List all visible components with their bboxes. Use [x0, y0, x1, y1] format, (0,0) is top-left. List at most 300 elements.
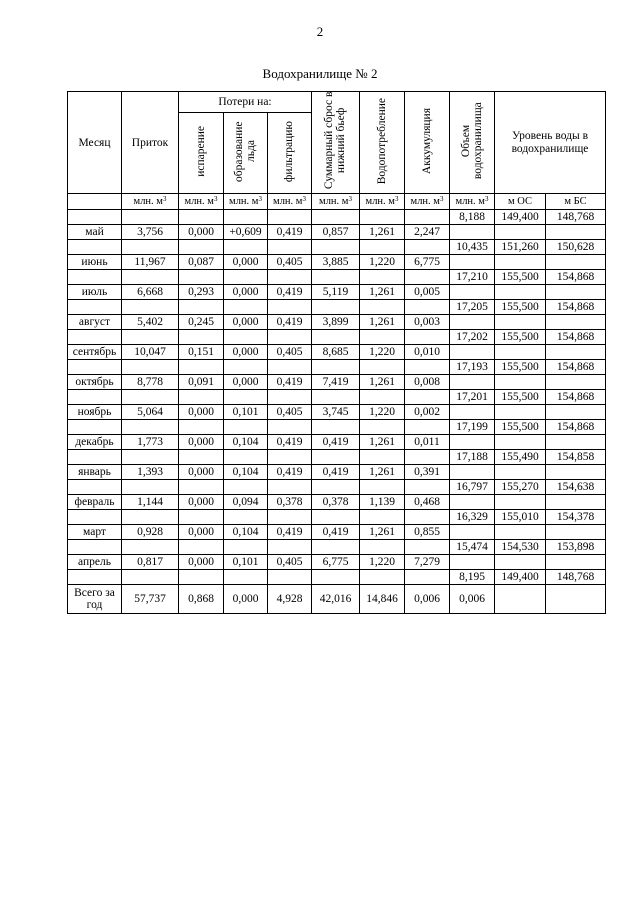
- empty-cell: [405, 510, 450, 525]
- empty-cell: [546, 405, 606, 420]
- empty-cell: [122, 210, 179, 225]
- empty-cell: [495, 585, 546, 614]
- level-bs-cell: 154,638: [546, 480, 606, 495]
- water-use-cell: 1,261: [360, 525, 405, 540]
- empty-cell: [312, 300, 360, 315]
- inflow-cell: 5,064: [122, 405, 179, 420]
- water-use-cell: 1,220: [360, 555, 405, 570]
- empty-cell: [224, 330, 268, 345]
- evaporation-cell: 0,245: [179, 315, 224, 330]
- empty-cell: [268, 330, 312, 345]
- header-inflow: Приток: [122, 92, 179, 194]
- unit-text: млн. м: [229, 196, 259, 208]
- empty-cell: [360, 480, 405, 495]
- empty-cell: [450, 495, 495, 510]
- empty-cell: [546, 255, 606, 270]
- document-title: Водохранилище № 2: [262, 66, 378, 81]
- discharge-cell: 6,775: [312, 555, 360, 570]
- empty-cell: [224, 270, 268, 285]
- empty-cell: [68, 300, 122, 315]
- empty-cell: [179, 330, 224, 345]
- empty-cell: [546, 585, 606, 614]
- level-os-cell: 149,400: [495, 210, 546, 225]
- month-row: [68, 285, 606, 300]
- empty-cell: [68, 480, 122, 495]
- level-os-cell: 151,260: [495, 240, 546, 255]
- filtration-cell: 0,419: [268, 315, 312, 330]
- month-name-cell: август: [68, 315, 122, 330]
- level-bs-cell: 154,858: [546, 450, 606, 465]
- level-os-cell: 155,490: [495, 450, 546, 465]
- level-row: [68, 240, 606, 255]
- month-name-cell: февраль: [68, 495, 122, 510]
- header-volume: Объем водохранилища: [450, 92, 495, 194]
- filtration-cell: 0,378: [268, 495, 312, 510]
- empty-cell: [546, 465, 606, 480]
- month-name-cell: ноябрь: [68, 405, 122, 420]
- water-use-cell: 1,261: [360, 435, 405, 450]
- total-inflow-cell: 57,737: [122, 585, 179, 614]
- empty-cell: [546, 435, 606, 450]
- unit-cell: [122, 194, 179, 210]
- discharge-cell: 0,419: [312, 435, 360, 450]
- unit-cell: [224, 194, 268, 210]
- level-row: [68, 390, 606, 405]
- empty-cell: [122, 450, 179, 465]
- empty-cell: [546, 225, 606, 240]
- level-bs-cell: 153,898: [546, 540, 606, 555]
- discharge-cell: 3,899: [312, 315, 360, 330]
- empty-cell: [450, 435, 495, 450]
- empty-cell: [268, 300, 312, 315]
- total-filtration-cell: 4,928: [268, 585, 312, 614]
- empty-cell: [405, 480, 450, 495]
- level-row: [68, 480, 606, 495]
- empty-cell: [68, 540, 122, 555]
- empty-cell: [360, 450, 405, 465]
- empty-cell: [495, 555, 546, 570]
- empty-cell: [268, 420, 312, 435]
- month-name-cell: март: [68, 525, 122, 540]
- empty-cell: [405, 330, 450, 345]
- filtration-cell: 0,419: [268, 285, 312, 300]
- volume-cell: 17,201: [450, 390, 495, 405]
- level-row: [68, 360, 606, 375]
- evaporation-cell: 0,000: [179, 405, 224, 420]
- header-filtration: фильтрацию: [268, 113, 312, 194]
- month-row: [68, 255, 606, 270]
- inflow-cell: 3,756: [122, 225, 179, 240]
- empty-cell: [179, 420, 224, 435]
- total-accumulation-cell: 0,006: [405, 585, 450, 614]
- empty-cell: [360, 570, 405, 585]
- accumulation-cell: 0,855: [405, 525, 450, 540]
- filtration-cell: 0,419: [268, 435, 312, 450]
- inflow-cell: 10,047: [122, 345, 179, 360]
- empty-cell: [495, 465, 546, 480]
- empty-cell: [179, 390, 224, 405]
- accumulation-cell: 0,011: [405, 435, 450, 450]
- inflow-cell: 1,393: [122, 465, 179, 480]
- empty-cell: [360, 420, 405, 435]
- empty-cell: [450, 255, 495, 270]
- empty-cell: [450, 285, 495, 300]
- discharge-cell: 0,857: [312, 225, 360, 240]
- month-row: [68, 225, 606, 240]
- empty-cell: [122, 270, 179, 285]
- level-row: [68, 510, 606, 525]
- empty-cell: [312, 360, 360, 375]
- unit-cell: [312, 194, 360, 210]
- empty-cell: [405, 360, 450, 375]
- level-row: [68, 570, 606, 585]
- accumulation-cell: 7,279: [405, 555, 450, 570]
- unit-cell: [405, 194, 450, 210]
- unit-text: млн. м: [319, 196, 349, 208]
- empty-cell: [179, 570, 224, 585]
- level-os-cell: 155,010: [495, 510, 546, 525]
- evaporation-cell: 0,000: [179, 435, 224, 450]
- empty-cell: [312, 210, 360, 225]
- month-row: [68, 525, 606, 540]
- month-name-cell: январь: [68, 465, 122, 480]
- header-water-level: Уровень воды в водохранилище: [495, 92, 606, 194]
- water-use-cell: 1,261: [360, 375, 405, 390]
- empty-cell: [405, 390, 450, 405]
- total-label-cell: Всего за год: [68, 585, 122, 614]
- empty-cell: [179, 270, 224, 285]
- unit-text: млн. м: [455, 196, 485, 208]
- month-name-cell: декабрь: [68, 435, 122, 450]
- empty-cell: [450, 555, 495, 570]
- unit-bs: м БС: [546, 194, 606, 210]
- evaporation-cell: 0,000: [179, 555, 224, 570]
- evaporation-cell: 0,091: [179, 375, 224, 390]
- month-name-cell: октябрь: [68, 375, 122, 390]
- empty-cell: [268, 540, 312, 555]
- empty-cell: [68, 360, 122, 375]
- empty-cell: [495, 315, 546, 330]
- empty-cell: [68, 450, 122, 465]
- level-bs-cell: 154,868: [546, 420, 606, 435]
- empty-cell: [224, 210, 268, 225]
- volume-cell: 17,193: [450, 360, 495, 375]
- inflow-cell: 1,144: [122, 495, 179, 510]
- level-row: [68, 450, 606, 465]
- discharge-cell: 8,685: [312, 345, 360, 360]
- empty-cell: [360, 300, 405, 315]
- empty-cell: [179, 240, 224, 255]
- empty-cell: [68, 270, 122, 285]
- month-row: [68, 555, 606, 570]
- empty-cell: [495, 225, 546, 240]
- empty-cell: [122, 480, 179, 495]
- level-bs-cell: 154,378: [546, 510, 606, 525]
- discharge-cell: 3,745: [312, 405, 360, 420]
- month-name-cell: апрель: [68, 555, 122, 570]
- empty-cell: [495, 345, 546, 360]
- empty-cell: [360, 210, 405, 225]
- month-row: [68, 315, 606, 330]
- header-ice-formation: образование льда: [224, 113, 268, 194]
- volume-cell: 8,195: [450, 570, 495, 585]
- evaporation-cell: 0,293: [179, 285, 224, 300]
- water-use-cell: 1,220: [360, 345, 405, 360]
- discharge-cell: 0,419: [312, 525, 360, 540]
- empty-cell: [450, 315, 495, 330]
- water-use-cell: 1,220: [360, 405, 405, 420]
- empty-cell: [179, 300, 224, 315]
- empty-cell: [312, 390, 360, 405]
- month-row: [68, 345, 606, 360]
- evaporation-cell: 0,087: [179, 255, 224, 270]
- empty-cell: [546, 285, 606, 300]
- level-bs-cell: 154,868: [546, 390, 606, 405]
- empty-cell: [450, 375, 495, 390]
- volume-cell: 8,188: [450, 210, 495, 225]
- month-row: [68, 435, 606, 450]
- empty-cell: [268, 390, 312, 405]
- volume-cell: 17,188: [450, 450, 495, 465]
- month-name-cell: май: [68, 225, 122, 240]
- empty-cell: [68, 390, 122, 405]
- empty-cell: [312, 540, 360, 555]
- level-bs-cell: 154,868: [546, 360, 606, 375]
- empty-cell: [546, 495, 606, 510]
- ice-cell: 0,000: [224, 345, 268, 360]
- empty-cell: [312, 570, 360, 585]
- empty-cell: [450, 465, 495, 480]
- empty-cell: [360, 270, 405, 285]
- empty-cell: [268, 360, 312, 375]
- empty-cell: [405, 540, 450, 555]
- empty-cell: [312, 270, 360, 285]
- unit-text: млн. м: [273, 196, 303, 208]
- level-bs-cell: 150,628: [546, 240, 606, 255]
- unit-superscript: 3: [302, 195, 306, 204]
- empty-cell: [546, 345, 606, 360]
- accumulation-cell: 6,775: [405, 255, 450, 270]
- empty-cell: [268, 270, 312, 285]
- empty-cell: [268, 450, 312, 465]
- ice-cell: +0,609: [224, 225, 268, 240]
- empty-cell: [312, 480, 360, 495]
- level-row: [68, 540, 606, 555]
- unit-text: млн. м: [410, 196, 440, 208]
- total-evaporation-cell: 0,868: [179, 585, 224, 614]
- empty-cell: [360, 360, 405, 375]
- empty-cell: [122, 510, 179, 525]
- empty-cell: [268, 240, 312, 255]
- accumulation-cell: 0,010: [405, 345, 450, 360]
- header-losses: Потери на:: [179, 92, 312, 113]
- empty-cell: [122, 330, 179, 345]
- accumulation-cell: 0,002: [405, 405, 450, 420]
- water-use-cell: 1,261: [360, 285, 405, 300]
- empty-cell: [405, 240, 450, 255]
- empty-cell: [450, 345, 495, 360]
- unit-text: млн. м: [184, 196, 214, 208]
- unit-cell-blank: [68, 194, 122, 210]
- month-row: [68, 465, 606, 480]
- empty-cell: [268, 570, 312, 585]
- inflow-cell: 0,817: [122, 555, 179, 570]
- empty-cell: [495, 255, 546, 270]
- unit-cell: [450, 194, 495, 210]
- evaporation-cell: 0,000: [179, 495, 224, 510]
- empty-cell: [179, 360, 224, 375]
- ice-cell: 0,094: [224, 495, 268, 510]
- level-os-cell: 149,400: [495, 570, 546, 585]
- empty-cell: [312, 420, 360, 435]
- filtration-cell: 0,419: [268, 225, 312, 240]
- empty-cell: [68, 570, 122, 585]
- ice-cell: 0,104: [224, 465, 268, 480]
- ice-cell: 0,104: [224, 435, 268, 450]
- accumulation-cell: 0,005: [405, 285, 450, 300]
- empty-cell: [546, 525, 606, 540]
- level-row: [68, 210, 606, 225]
- volume-cell: 15,474: [450, 540, 495, 555]
- empty-cell: [312, 510, 360, 525]
- water-use-cell: 1,220: [360, 255, 405, 270]
- unit-cell: [360, 194, 405, 210]
- empty-cell: [122, 240, 179, 255]
- level-bs-cell: 148,768: [546, 210, 606, 225]
- empty-cell: [68, 330, 122, 345]
- volume-cell: 17,199: [450, 420, 495, 435]
- discharge-cell: 5,119: [312, 285, 360, 300]
- empty-cell: [68, 420, 122, 435]
- total-discharge-cell: 42,016: [312, 585, 360, 614]
- ice-cell: 0,101: [224, 555, 268, 570]
- discharge-cell: 3,885: [312, 255, 360, 270]
- unit-superscript: 3: [439, 195, 444, 204]
- empty-cell: [268, 510, 312, 525]
- empty-cell: [68, 210, 122, 225]
- unit-superscript: 3: [258, 195, 262, 204]
- level-bs-cell: 154,868: [546, 300, 606, 315]
- empty-cell: [546, 315, 606, 330]
- empty-cell: [546, 555, 606, 570]
- unit-cell: [179, 194, 224, 210]
- empty-cell: [224, 300, 268, 315]
- empty-cell: [224, 360, 268, 375]
- volume-cell: 17,210: [450, 270, 495, 285]
- level-row: [68, 420, 606, 435]
- empty-cell: [312, 450, 360, 465]
- empty-cell: [224, 480, 268, 495]
- empty-cell: [179, 510, 224, 525]
- inflow-cell: 8,778: [122, 375, 179, 390]
- ice-cell: 0,101: [224, 405, 268, 420]
- empty-cell: [405, 570, 450, 585]
- total-volume-cell: 0,006: [450, 585, 495, 614]
- empty-cell: [312, 330, 360, 345]
- evaporation-cell: 0,151: [179, 345, 224, 360]
- level-row: [68, 330, 606, 345]
- empty-cell: [268, 480, 312, 495]
- empty-cell: [495, 435, 546, 450]
- unit-superscript: 3: [213, 195, 218, 204]
- empty-cell: [179, 480, 224, 495]
- inflow-cell: 5,402: [122, 315, 179, 330]
- empty-cell: [450, 405, 495, 420]
- empty-cell: [495, 525, 546, 540]
- empty-cell: [179, 540, 224, 555]
- ice-cell: 0,104: [224, 525, 268, 540]
- discharge-cell: 0,378: [312, 495, 360, 510]
- level-os-cell: 155,500: [495, 390, 546, 405]
- empty-cell: [122, 360, 179, 375]
- empty-cell: [360, 330, 405, 345]
- month-name-cell: сентябрь: [68, 345, 122, 360]
- volume-cell: 16,797: [450, 480, 495, 495]
- level-bs-cell: 154,868: [546, 270, 606, 285]
- filtration-cell: 0,405: [268, 555, 312, 570]
- unit-superscript: 3: [162, 195, 167, 204]
- empty-cell: [224, 420, 268, 435]
- accumulation-cell: 0,003: [405, 315, 450, 330]
- evaporation-cell: 0,000: [179, 225, 224, 240]
- discharge-cell: 0,419: [312, 465, 360, 480]
- empty-cell: [495, 375, 546, 390]
- inflow-cell: 0,928: [122, 525, 179, 540]
- reservoir-balance-table: [67, 91, 606, 614]
- empty-cell: [179, 210, 224, 225]
- empty-cell: [122, 420, 179, 435]
- header-water-use: Водопотребление: [360, 92, 405, 194]
- level-row: [68, 270, 606, 285]
- volume-cell: 17,202: [450, 330, 495, 345]
- empty-cell: [360, 540, 405, 555]
- header-evaporation: испарение: [179, 113, 224, 194]
- month-row: [68, 375, 606, 390]
- accumulation-cell: 2,247: [405, 225, 450, 240]
- empty-cell: [405, 210, 450, 225]
- water-use-cell: 1,261: [360, 465, 405, 480]
- level-os-cell: 155,500: [495, 420, 546, 435]
- empty-cell: [224, 570, 268, 585]
- empty-cell: [224, 240, 268, 255]
- header-month: Месяц: [68, 92, 122, 194]
- empty-cell: [224, 510, 268, 525]
- empty-cell: [405, 450, 450, 465]
- empty-cell: [405, 300, 450, 315]
- level-os-cell: 155,270: [495, 480, 546, 495]
- empty-cell: [546, 375, 606, 390]
- empty-cell: [450, 225, 495, 240]
- inflow-cell: 6,668: [122, 285, 179, 300]
- empty-cell: [122, 540, 179, 555]
- unit-cell: [268, 194, 312, 210]
- filtration-cell: 0,405: [268, 405, 312, 420]
- filtration-cell: 0,419: [268, 465, 312, 480]
- filtration-cell: 0,405: [268, 345, 312, 360]
- empty-cell: [450, 525, 495, 540]
- empty-cell: [179, 450, 224, 465]
- level-os-cell: 155,500: [495, 330, 546, 345]
- empty-cell: [224, 390, 268, 405]
- accumulation-cell: 0,008: [405, 375, 450, 390]
- accumulation-cell: 0,391: [405, 465, 450, 480]
- discharge-cell: 7,419: [312, 375, 360, 390]
- ice-cell: 0,000: [224, 375, 268, 390]
- volume-cell: 16,329: [450, 510, 495, 525]
- level-os-cell: 154,530: [495, 540, 546, 555]
- accumulation-cell: 0,468: [405, 495, 450, 510]
- page-number: 2: [316, 24, 324, 39]
